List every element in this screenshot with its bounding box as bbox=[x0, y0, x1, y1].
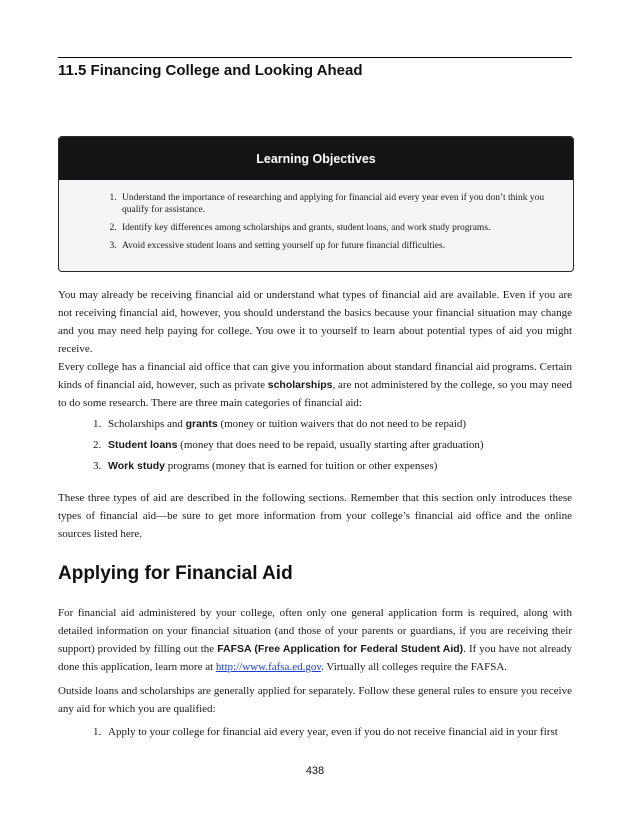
text-segment: (money that does need to be repaid, usually starting after graduation) bbox=[177, 439, 484, 451]
paragraph-outside-loans: Outside loans and scholarships are generally applied for separately. Follow these general rules to ensure you receive any aid for which you are qualified: bbox=[58, 685, 572, 715]
page-number: 438 bbox=[305, 765, 325, 777]
paragraph-aid-types-summary: These three types of aid are described in the following sections. Remember that this section only introduces these types of financial aid—be sure to get more information from your college’s financial aid office and the online sources listed here. bbox=[58, 492, 572, 540]
header-rule bbox=[58, 57, 572, 58]
text-segment: . Virtually all colleges require the FAFSA. bbox=[321, 661, 508, 673]
text-segment: Every college has a financial aid office that can give you information about standard financial aid programs. Certain kinds of financial aid, however, such as private bbox=[58, 361, 572, 391]
learning-objectives-heading: Learning Objectives bbox=[59, 137, 573, 180]
text-segment: programs (money that is earned for tuition or other expenses) bbox=[164, 460, 438, 472]
text-segment: Scholarships and bbox=[108, 418, 186, 430]
bold-term-fafsa: FAFSA (Free Application for Federal Student Aid) bbox=[217, 643, 464, 655]
bold-term-work-study: Work study bbox=[108, 460, 165, 472]
text-segment: For financial aid administered by your college, often only one general application form is required, along with detailed information on your financial situation (and those of your parents or guardians, if you are receiving their support) provided by filling out the bbox=[58, 607, 572, 655]
application-rules-list bbox=[58, 725, 572, 739]
bold-term-student-loans: Student loans bbox=[108, 439, 178, 451]
list-item: 1. Apply to your college for financial aid every year, even if you do not receive financial aid in your first bbox=[104, 725, 572, 739]
learning-objectives-box bbox=[58, 136, 574, 272]
paragraph-intro: You may already be receiving financial aid or understand what types of financial aid are available. Even if you are not receiving financial aid, however, you should understand the basics because your financial situation may change and you may need help paying for college. You owe it to yourself to learn about potential types of aid you might receive. bbox=[58, 289, 572, 355]
text-segment: (money or tuition waivers that do not need to be repaid) bbox=[217, 418, 467, 430]
paragraph-financial-aid-office bbox=[58, 358, 572, 412]
aid-categories-list bbox=[58, 417, 572, 480]
bold-term-scholarships: scholarships bbox=[267, 379, 333, 391]
bold-term-grants: grants bbox=[185, 418, 218, 430]
list-item bbox=[104, 417, 572, 431]
heading-applying-for-aid: Applying for Financial Aid bbox=[58, 563, 293, 584]
objective-item: 2. Identify key differences among scholarships and grants, student loans, and work study programs. bbox=[119, 222, 555, 234]
list-item bbox=[104, 459, 572, 473]
learning-objectives-list bbox=[59, 180, 573, 252]
text-segment: . If you have not already done this application, learn more at bbox=[58, 643, 572, 673]
list-item bbox=[104, 438, 572, 452]
objective-item: 3. Avoid excessive student loans and setting yourself up for future financial difficulties. bbox=[119, 240, 555, 252]
paragraph-fafsa bbox=[58, 604, 572, 676]
objective-item: 1. Understand the importance of researching and applying for financial aid every year even if you don’t think you qualify for assistance. bbox=[119, 192, 555, 216]
fafsa-link[interactable]: http://www.fafsa.ed.gov bbox=[215, 661, 322, 673]
section-title: 11.5 Financing College and Looking Ahead bbox=[58, 62, 363, 79]
text-segment: , are not administered by the college, so you may need to do some research. There are three main categories of financial aid: bbox=[58, 379, 573, 409]
